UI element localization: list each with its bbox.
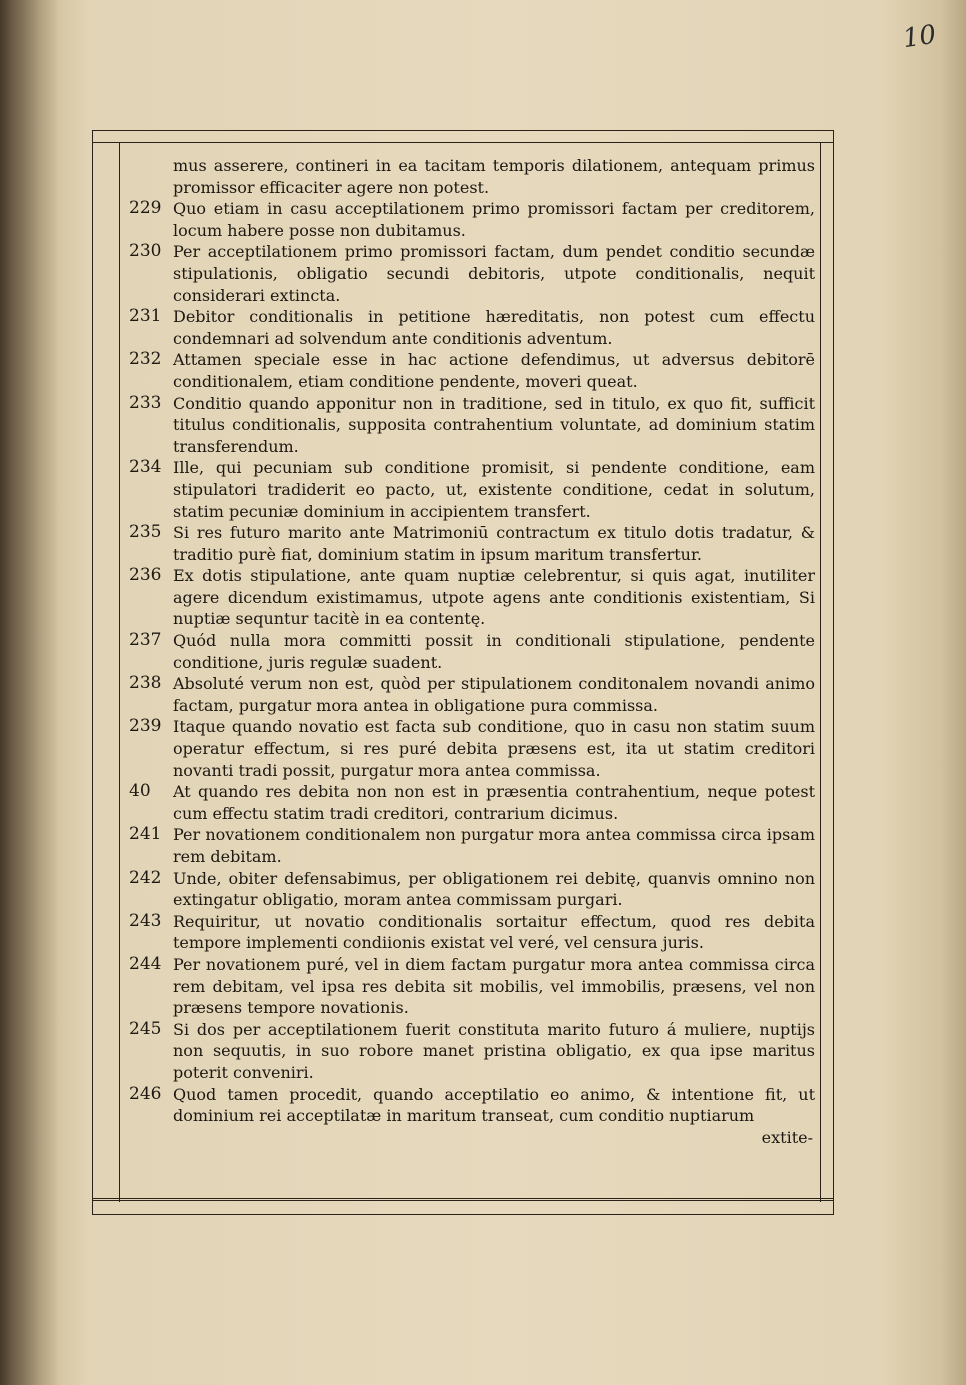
entry-number: 229 bbox=[129, 198, 162, 219]
entry-text: Per acceptilationem primo promissori factam, dum pendet conditio secundæ stipulationis, obligatio secundi debitoris, utpote conditionalis, nequit considerari extincta. bbox=[173, 242, 815, 305]
entry-237 bbox=[125, 630, 815, 673]
entry-number: 244 bbox=[129, 953, 162, 974]
entry-245 bbox=[125, 1019, 815, 1084]
entry-text: Unde, obiter defensabimus, per obligationem rei debitę, quanvis omnino non extingatur obligatio, moram antea commissam purgari. bbox=[173, 868, 815, 910]
entry-text: Itaque quando novatio est facta sub conditione, quo in casu non statim suum operatur effectum, si res puré debita præsens est, ita ut statim creditori novanti tradi possit, purgatur mora antea commissa. bbox=[173, 717, 815, 780]
entry-230 bbox=[125, 241, 815, 306]
entry-233 bbox=[125, 393, 815, 458]
entry-text: Ex dotis stipulatione, ante quam nuptiæ celebrentur, si quis agat, inutiliter agere dicendum existimamus, utpote agens ante conditionis existentiam, Si nuptiæ sequntur tacitè in ea contentę. bbox=[173, 566, 815, 629]
entry-246 bbox=[125, 1084, 815, 1127]
entry-238 bbox=[125, 673, 815, 716]
binding-gutter-shadow bbox=[0, 0, 60, 1385]
entry-text: At quando res debita non non est in præsentia contrahentium, neque potest cum effectu statim tradi creditori, contrarium dicimus. bbox=[173, 782, 815, 823]
catchword: extite- bbox=[761, 1127, 813, 1147]
entry-text: Si res futuro marito ante Matrimoniū contractum ex titulo dotis tradatur, & traditio purè fiat, dominium statim in ipsum maritum transfertur. bbox=[173, 523, 815, 564]
entry-text: Ille, qui pecuniam sub conditione promisit, si pendente conditione, eam stipulatori tradiderit eo pacto, ut, existente conditione, cedat in solutum, statim pecuniæ dominium in accipientem transfert. bbox=[173, 458, 815, 521]
entry-text: Quód nulla mora committi possit in conditionali stipulatione, pendente conditione, juris regulæ suadent. bbox=[173, 631, 815, 672]
entry-number: 238 bbox=[129, 673, 162, 694]
entry-number: 245 bbox=[129, 1018, 162, 1039]
entry-number: 242 bbox=[129, 867, 162, 888]
entry-number: 234 bbox=[129, 457, 162, 478]
entry-number: 237 bbox=[129, 630, 162, 651]
entry-text: Debitor conditionalis in petitione hæreditatis, non potest cum effectu condemnari ad solvendum ante conditionis adventum. bbox=[173, 307, 815, 348]
entry-243 bbox=[125, 911, 815, 954]
entry-text: Absoluté verum non est, quòd per stipulationem conditonalem novandi animo factam, purgatur mora antea in obligatione pura commissa. bbox=[173, 674, 815, 715]
entry-number: 246 bbox=[129, 1083, 162, 1104]
entry-number: 235 bbox=[129, 522, 162, 543]
entry-241 bbox=[125, 824, 815, 867]
entry-number: 231 bbox=[129, 306, 162, 327]
entry-242 bbox=[125, 868, 815, 911]
entry-number: 40 bbox=[129, 781, 151, 802]
entry-number: 236 bbox=[129, 565, 162, 586]
entry-235 bbox=[125, 522, 815, 565]
entry-text: Requiritur, ut novatio conditionalis sortaitur effectum, quod res debita tempore implementi condiionis existat vel veré, vel censura juris. bbox=[173, 911, 815, 953]
bottom-double-rule bbox=[92, 1198, 834, 1201]
top-rule bbox=[92, 142, 834, 143]
entry-229 bbox=[125, 198, 815, 241]
opening-fragment bbox=[125, 155, 815, 198]
entry-text: Conditio quando apponitur non in traditione, sed in titulo, ex quo fit, sufficit titulus conditionalis, supposita contrahentium voluntate, ad dominium statim transferendum. bbox=[173, 393, 815, 456]
entry-text: Quod tamen procedit, quando acceptilatio eo animo, & intentione fit, ut dominium rei acceptilatæ in maritum transeat, cum conditio nuptiarum bbox=[173, 1084, 815, 1126]
entry-236 bbox=[125, 565, 815, 630]
entry-text: Per novationem conditionalem non purgatur mora antea commissa circa ipsam rem debitam. bbox=[173, 825, 815, 866]
entry-231 bbox=[125, 306, 815, 349]
text-block bbox=[125, 155, 815, 1148]
entry-text: Si dos per acceptilationem fuerit constituta marito futuro á muliere, nuptijs non sequutis, in suo robore manet pristina obligatio, ex qua ipse maritus poterit conveniri. bbox=[173, 1019, 815, 1082]
entry-number: 241 bbox=[129, 824, 162, 845]
entry-text: Quo etiam in casu acceptilationem primo promissori factam per creditorem, locum habere posse non dubitamus. bbox=[173, 199, 815, 240]
entry-number: 243 bbox=[129, 910, 162, 931]
entry-232 bbox=[125, 349, 815, 392]
entry-234 bbox=[125, 457, 815, 522]
entry-text: mus asserere, contineri in ea tacitam temporis dilationem, antequam primus promissor efficaciter agere non potest. bbox=[173, 156, 815, 197]
entry-239 bbox=[125, 716, 815, 781]
entry-number: 232 bbox=[129, 349, 162, 370]
entry-240 bbox=[125, 781, 815, 824]
entry-number: 239 bbox=[129, 716, 162, 737]
entry-text: Attamen speciale esse in hac actione defendimus, ut adversus debitorē conditionalem, etiam conditione pendente, moveri queat. bbox=[173, 350, 815, 391]
entry-number: 233 bbox=[129, 392, 162, 413]
entry-text: Per novationem puré, vel in diem factam purgatur mora antea commissa circa rem debitam, vel ipsa res debita sit mobilis, vel immobilis, præsens, vel non præsens tempore novationis. bbox=[173, 954, 815, 1018]
entry-244 bbox=[125, 954, 815, 1019]
handwritten-folio-number: 10 bbox=[900, 19, 938, 55]
entry-number: 230 bbox=[129, 241, 162, 262]
